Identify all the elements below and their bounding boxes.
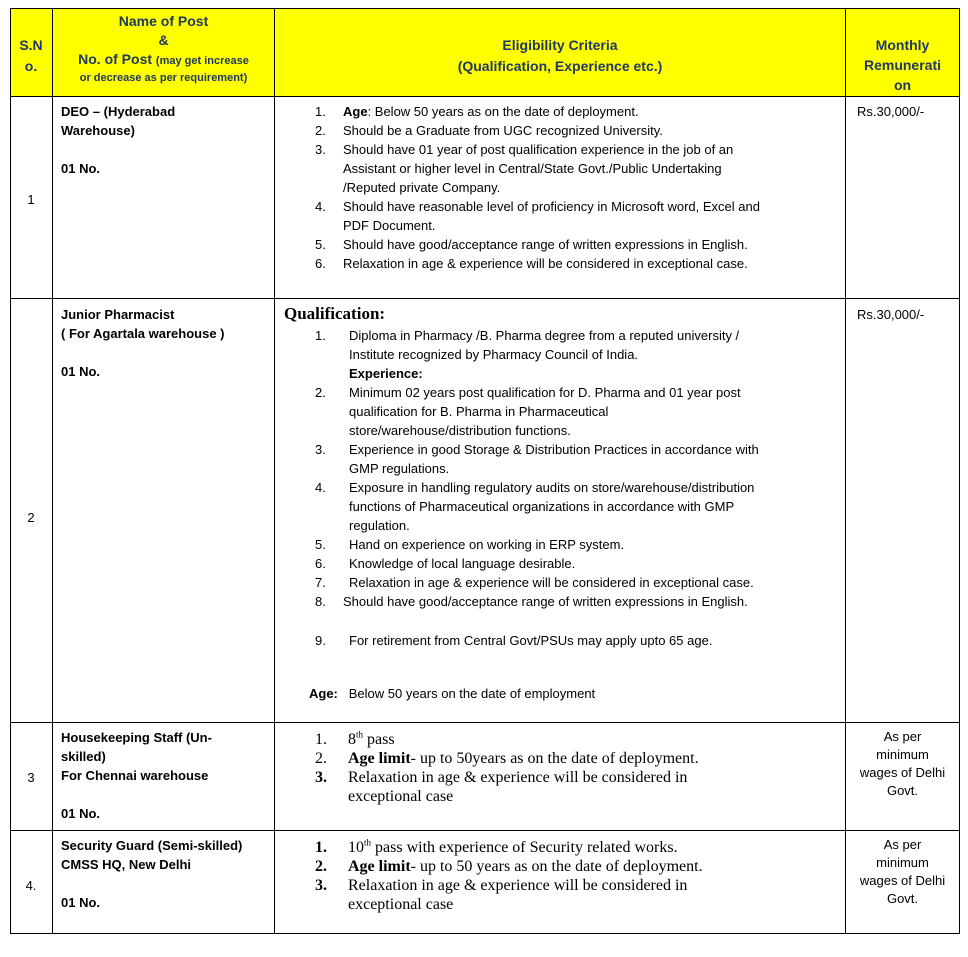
list-item: 1. 10th pass with experience of Security related works. [315, 837, 678, 856]
list-item: 1. Age: Below 50 years as on the date of deployment. [315, 104, 639, 119]
table-border-row1 [10, 298, 960, 299]
list-item: 5. Hand on experience on working in ERP system. [315, 537, 625, 552]
table-border-row3 [10, 830, 960, 831]
table-border-right [959, 8, 960, 934]
list-item: 4. Exposure in handling regulatory audits on store/warehouse/distribution functions of Pharmaceutical organizations in accordance with GMP regulation. [315, 480, 755, 533]
row4-criteria [315, 838, 840, 914]
list-item: 8. Should have good/acceptance range of written expressions in English. [315, 594, 748, 609]
row3-sno: 3 [27, 770, 35, 785]
table-border-row2 [10, 722, 960, 723]
row3-criteria [315, 730, 840, 806]
row1-criteria-list [315, 102, 840, 273]
list-item: 2. Age limit- up to 50years as on the date of deployment. [315, 750, 699, 767]
list-item: 3. Experience in good Storage & Distribution Practices in accordance with GMP regulations. [315, 442, 759, 476]
list-item: 3. Relaxation in age & experience will be considered in exceptional case [315, 769, 688, 805]
row4-remuneration: As per minimum wages of Delhi Govt. [859, 837, 946, 906]
header-post: Name of Post & No. of Post (may get increase or decrease as per requirement) [78, 13, 249, 84]
experience-heading: Experience: [349, 366, 423, 381]
row1-sno: 1 [27, 192, 35, 207]
row1-post: DEO – (Hyderabad Warehouse) 01 No. [61, 104, 176, 176]
column-divider-1 [52, 8, 53, 934]
header-sno: S.N o. [19, 37, 43, 74]
header-criteria: Eligibility Criteria (Qualification, Experience etc.) [457, 37, 663, 74]
qualification-heading: Qualification: [284, 304, 386, 323]
list-item: 6. Knowledge of local language desirable. [315, 556, 576, 571]
row3-post: Housekeeping Staff (Un- skilled) For Chennai warehouse 01 No. [61, 730, 212, 821]
table-border-bottom [10, 933, 960, 934]
list-item: 4. Should have reasonable level of proficiency in Microsoft word, Excel and PDF Document. [315, 199, 760, 233]
list-item: 2. Should be a Graduate from UGC recognized University. [315, 123, 663, 138]
list-item: 6. Relaxation in age & experience will be considered in exceptional case. [315, 256, 748, 271]
row3-remuneration: As per minimum wages of Delhi Govt. [859, 729, 946, 798]
row1-remuneration: Rs.30,000/- [857, 104, 925, 119]
list-item: 2. Age limit- up to 50 years as on the date of deployment. [315, 858, 703, 875]
table-border-top [10, 8, 960, 9]
row2-remuneration: Rs.30,000/- [857, 307, 925, 322]
list-item: 3. Relaxation in age & experience will be considered in exceptional case [315, 877, 688, 913]
list-item: 7. Relaxation in age & experience will be considered in exceptional case. [315, 575, 754, 590]
list-item: 5. Should have good/acceptance range of written expressions in English. [315, 237, 748, 252]
header-remuneration: Monthly Remunerati on [863, 37, 942, 93]
list-item: 1. Diploma in Pharmacy /B. Pharma degree from a reputed university / Institute recognized by Pharmacy Council of India. [315, 328, 740, 362]
row2-post: Junior Pharmacist ( For Agartala warehouse ) 01 No. [61, 307, 225, 379]
list-item: 3. Should have 01 year of post qualification experience in the job of an Assistant or higher level in Central/State Govt./Public Undertaking /Reputed private Company. [315, 142, 734, 195]
column-divider-2 [274, 8, 275, 934]
row2-sno: 2 [27, 510, 35, 525]
row2-age: Age: Below 50 years on the date of employment [309, 686, 596, 701]
list-item: 2. Minimum 02 years post qualification for D. Pharma and 01 year post qualification for B. Pharma in Pharmaceutical store/warehouse/distribution functions. [315, 385, 741, 438]
list-item: 1. 8th pass [315, 729, 395, 748]
row2-criteria [315, 326, 840, 650]
row4-sno: 4. [25, 878, 37, 893]
list-item: 9. For retirement from Central Govt/PSUs may apply upto 65 age. [315, 633, 713, 648]
row4-post: Security Guard (Semi-skilled) CMSS HQ, New Delhi 01 No. [61, 838, 243, 910]
table-border-header [10, 96, 960, 97]
table-border-left [10, 8, 11, 934]
